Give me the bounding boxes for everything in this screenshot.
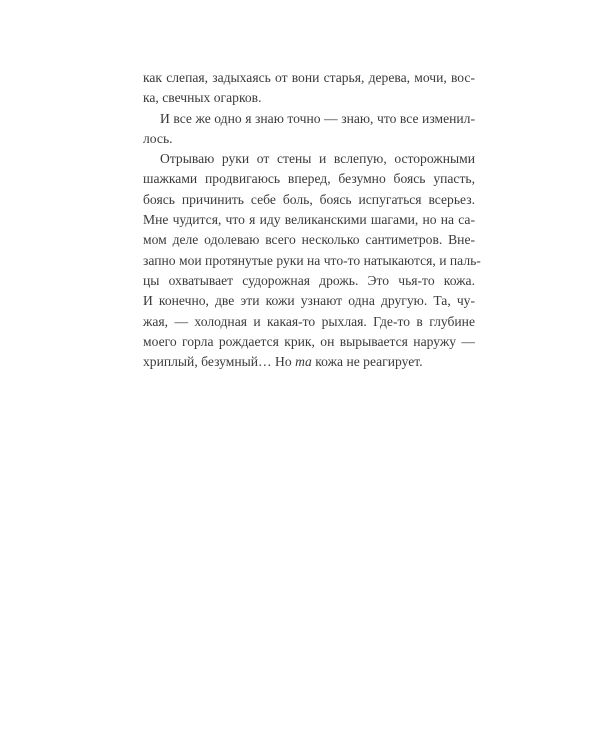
- text-line: шажками продвигаюсь вперед, безумно боясь упасть,: [143, 171, 475, 187]
- paragraph-2: [143, 109, 475, 150]
- text-line: как слепая, задыхаясь от вони старья, дерева, мочи, вос-: [143, 70, 475, 85]
- text-line: Мне чудится, что я иду великанскими шагами, но на са-: [143, 212, 475, 228]
- paragraph-1: [143, 68, 475, 109]
- text-line: мом деле одолеваю всего несколько сантиметров. Вне-: [143, 232, 475, 248]
- body-text: [143, 68, 481, 372]
- paragraph-3: [143, 149, 481, 372]
- text-line: боясь причинить себе боль, боясь испугаться всерьез.: [143, 191, 475, 207]
- text-line: И конечно, две эти кожи узнают одна другую. Та, чу-: [143, 293, 475, 309]
- text-line: моего горла рождается крик, он вырывается наружу —: [143, 333, 475, 349]
- text-line: жая, — холодная и какая-то рыхлая. Где-то в глубине: [143, 313, 475, 329]
- text-line: Отрываю руки от стены и вслепую, осторожными: [160, 151, 475, 167]
- text-line: запно мои протянутые руки на что-то натыкаются, и паль-: [143, 252, 481, 268]
- text-fragment: кожа не реагирует.: [311, 354, 423, 370]
- text-line: цы охватывает судорожная дрожь. Это чья-то кожа.: [143, 272, 475, 288]
- text-line: лось.: [143, 130, 173, 146]
- emphasized-word: та: [295, 354, 312, 370]
- text-line: И все же одно я знаю точно — знаю, что все изменил-: [160, 110, 475, 126]
- text-line: ка, свечных огарков.: [143, 90, 262, 106]
- text-fragment: хриплый, безумный… Но: [143, 354, 296, 370]
- text-line-final: [143, 352, 475, 372]
